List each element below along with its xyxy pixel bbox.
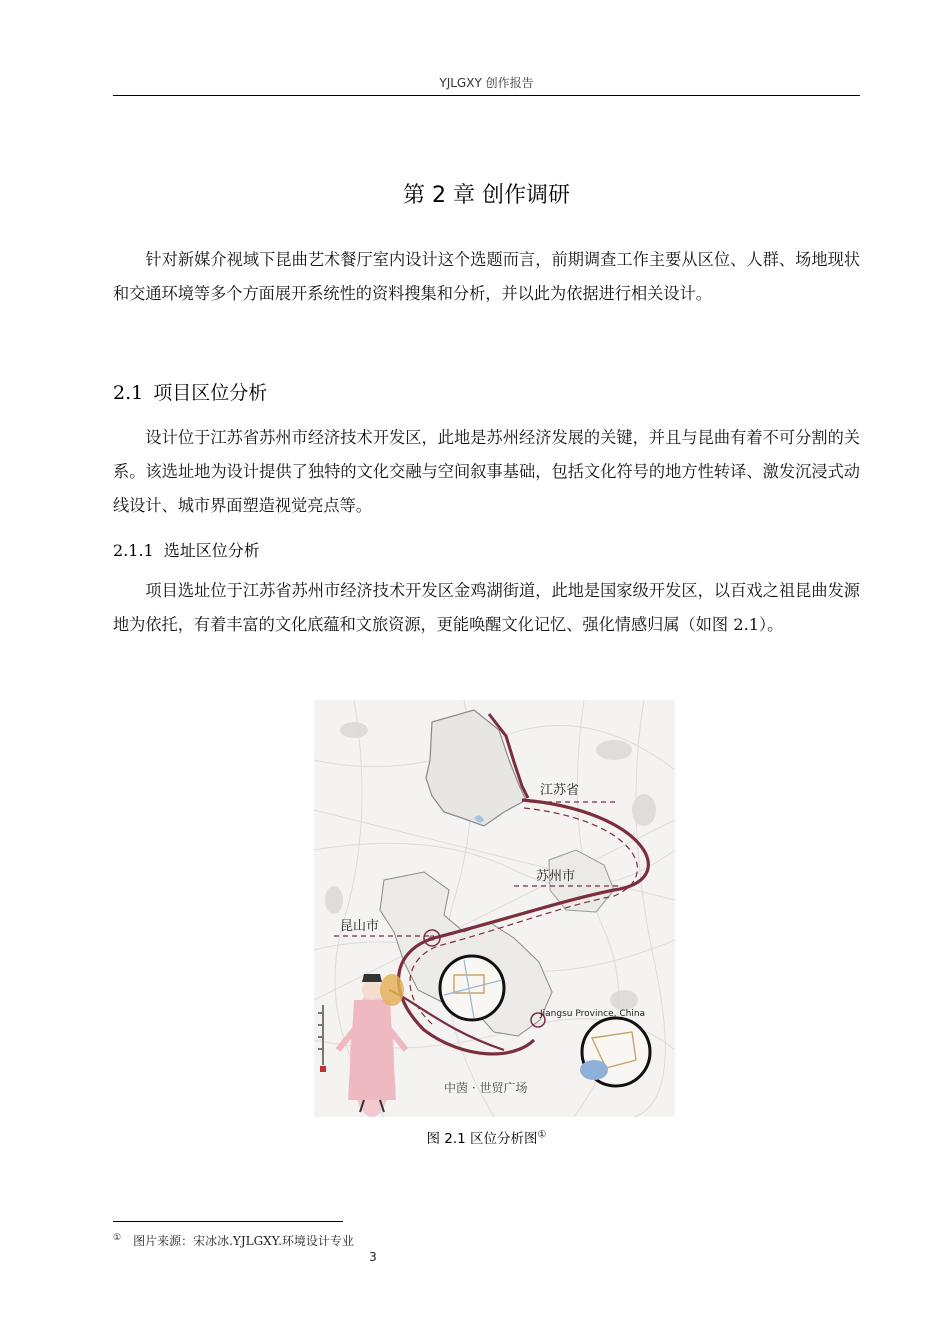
chapter-title: 第 2 章 创作调研: [403, 183, 570, 208]
label-jiangsu: 江苏省: [540, 783, 580, 798]
footnote: [113, 1232, 354, 1249]
section-heading: [113, 378, 267, 405]
label-site: 中茵 · 世贸广场: [444, 1081, 528, 1095]
subsection-title: 选址区位分析: [163, 541, 260, 560]
label-kunshan: 昆山市: [340, 919, 380, 934]
subsection-number: 2.1.1: [113, 541, 154, 560]
header-rule: [113, 95, 860, 96]
footnote-mark: ①: [113, 1233, 122, 1243]
location-map: [314, 700, 675, 1117]
page-number: 3: [369, 1250, 377, 1264]
figure-caption-text: 图 2.1 区位分析图: [426, 1131, 538, 1147]
footnote-rule: [113, 1221, 343, 1222]
running-header: YJLGXY 创作报告: [439, 76, 534, 90]
section-title: 项目区位分析: [153, 382, 268, 404]
section-number: 2.1: [113, 382, 144, 404]
section-paragraph: 设计位于江苏省苏州市经济技术开发区，此地是苏州经济发展的关键，并且与昆曲有着不可分割的关系。该选址地为设计提供了独特的文化交融与空间叙事基础，包括文化符号的地方性转译、激发沉浸式动线设计、城市界面塑造视觉亮点等。: [113, 428, 860, 515]
subsection-heading: [113, 538, 260, 561]
intro-paragraph: 针对新媒介视域下昆曲艺术餐厅室内设计这个选题而言，前期调查工作主要从区位、人群、场地现状和交通环境等多个方面展开系统性的资料搜集和分析，并以此为依据进行相关设计。: [113, 250, 860, 303]
location-map-figure: [314, 700, 675, 1117]
figure-caption: [113, 1127, 860, 1147]
subsection-paragraph: 项目选址位于江苏省苏州市经济技术开发区金鸡湖街道，此地是国家级开发区，以百戏之祖昆曲发源地为依托，有着丰富的文化底蕴和文旅资源，更能唤醒文化记忆、强化情感归属（如图 2.1）。: [113, 581, 860, 634]
label-suzhou: 苏州市: [536, 869, 576, 884]
figure-caption-mark: ①: [537, 1129, 547, 1141]
label-english: Jiangsu Province, China: [540, 1009, 646, 1019]
footnote-text: 图片来源：宋冰冰.YJLGXY.环境设计专业: [133, 1234, 354, 1248]
